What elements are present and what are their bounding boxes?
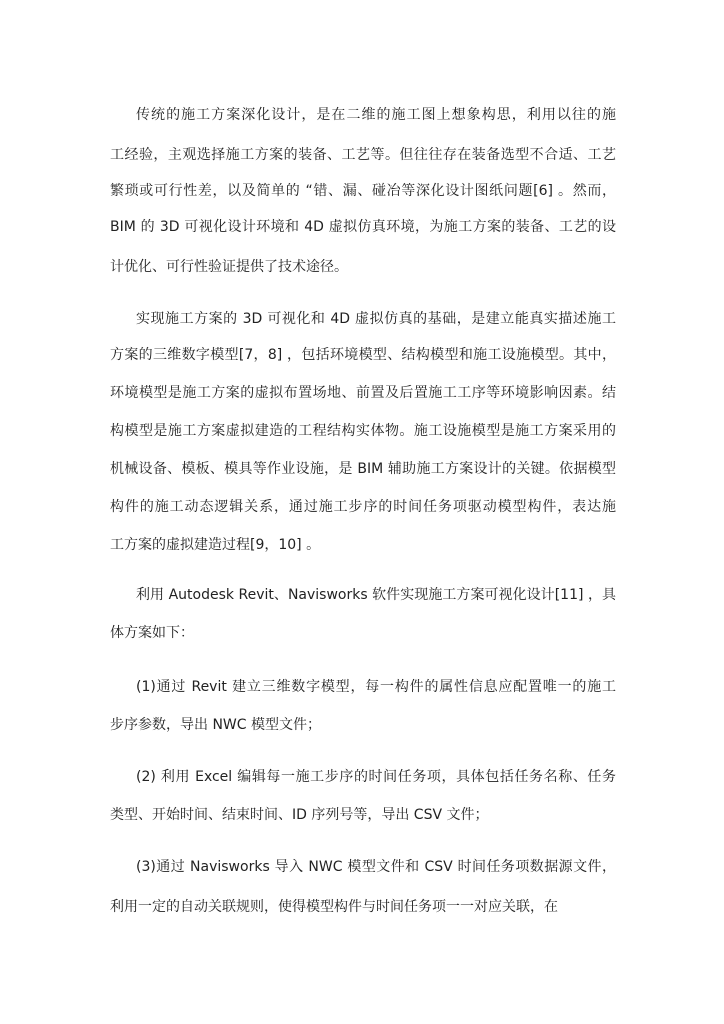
text-line: 工经验，主观选择施工方案的装备、工艺等。但往往存在装备选型不合适、工艺 [110,147,616,163]
text-line: 体方案如下： [110,625,194,641]
text-line: 实现施工方案的 3D 可视化和 4D 虚拟仿真的基础，是建立能真实描述施工 [136,311,616,327]
text-line: (2) 利用 Excel 编辑每一施工步序的时间任务项，具体包括任务名称、任务 [136,769,616,785]
text-line: 步序参数，导出 NWC 模型文件； [110,717,321,733]
text-line: 构模型是施工方案虚拟建造的工程结构实体物。施工设施模型是施工方案采用的 [110,423,616,439]
text-line: 利用一定的自动关联规则，使得模型构件与时间任务项一一对应关联，在 [110,899,558,915]
text-line: BIM 的 3D 可视化设计环境和 4D 虚拟仿真环境，为施工方案的装备、工艺的设 [110,219,616,235]
text-line: 传统的施工方案深化设计，是在二维的施工图上想象构思，利用以往的施 [136,107,616,123]
text-line: 机械设备、模板、模具等作业设施，是 BIM 辅助施工方案设计的关键。依据模型 [110,461,616,477]
text-line: 计优化、可行性验证提供了技术途径。 [110,259,348,275]
text-line: 繁琐或可行性差，以及简单的 “错、漏、碰冶等深化设计图纸问题[6] 。然而， [110,183,616,199]
text-line: 方案的三维数字模型[7，8] ，包括环境模型、结构模型和施工设施模型。其中， [110,347,616,363]
text-line: (1)通过 Revit 建立三维数字模型，每一构件的属性信息应配置唯一的施工 [136,679,616,695]
text-line: 环境模型是施工方案的虚拟布置场地、前置及后置施工工序等环境影响因素。结 [110,385,616,401]
text-line: 工方案的虚拟建造过程[9，10] 。 [110,537,321,553]
text-line: 构件的施工动态逻辑关系，通过施工步序的时间任务项驱动模型构件，表达施 [110,499,616,515]
text-line: 类型、开始时间、结束时间、ID 序列号等，导出 CSV 文件； [110,807,489,823]
text-line: 利用 Autodesk Revit、Navisworks 软件实现施工方案可视化设计[11] ，具 [136,587,616,603]
text-line: (3)通过 Navisworks 导入 NWC 模型文件和 CSV 时间任务项数据源文件， [136,859,616,875]
